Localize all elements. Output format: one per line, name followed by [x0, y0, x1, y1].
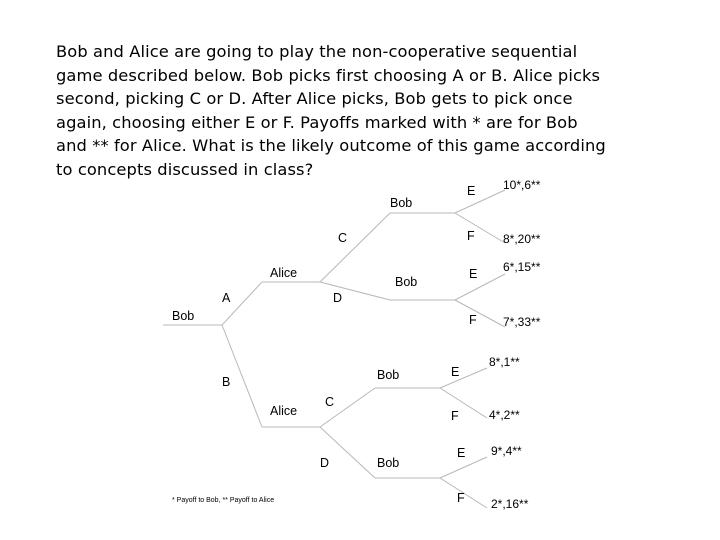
- question-line: to concepts discussed in class?: [56, 159, 314, 179]
- bob-node-2-label: Bob: [395, 275, 418, 289]
- question-line: again, choosing either E or F. Payoffs marked with * are for Bob: [56, 112, 578, 132]
- edge-bob2-e: [455, 274, 505, 300]
- move-c-bottom-label: C: [325, 395, 335, 409]
- payoff-label: 2*,16**: [491, 497, 529, 511]
- edge-bob1-e: [455, 190, 505, 213]
- root-bob-label: Bob: [172, 309, 195, 323]
- payoff-label: 10*,6**: [503, 178, 541, 192]
- edge-d-top: [320, 282, 390, 300]
- move-e-4-label: E: [457, 446, 466, 460]
- question-line: Bob and Alice are going to play the non-cooperative sequential: [56, 42, 578, 61]
- payoff-label: 9*,4**: [491, 444, 522, 458]
- move-f-3-label: F: [451, 409, 459, 423]
- payoff-label: 8*,1**: [489, 355, 520, 369]
- move-d-top-label: D: [333, 291, 343, 305]
- move-e-1-label: E: [467, 184, 476, 198]
- move-f-1-label: F: [467, 229, 475, 243]
- payoff-label: 6*,15**: [503, 260, 541, 274]
- tree-edges: [163, 190, 505, 508]
- payoff-footnote: * Payoff to Bob, ** Payoff to Alice: [172, 497, 275, 504]
- payoff-label: 4*,2**: [489, 408, 520, 422]
- bob-node-3-label: Bob: [377, 368, 400, 382]
- edge-bob4-e: [440, 457, 487, 478]
- question-line: and ** for Alice. What is the likely outcome of this game according: [56, 136, 606, 155]
- edge-bob2-f: [455, 300, 505, 327]
- edge-bob3-f: [440, 388, 487, 418]
- edge-c-top: [320, 213, 390, 282]
- payoff-label: 7*,33**: [503, 315, 541, 329]
- move-f-4-label: F: [457, 491, 465, 505]
- question-line: game described below. Bob picks first choosing A or B. Alice picks: [56, 65, 601, 85]
- move-f-2-label: F: [469, 313, 477, 327]
- move-d-bottom-label: D: [320, 456, 330, 470]
- bob-node-4-label: Bob: [377, 456, 400, 470]
- move-c-top-label: C: [338, 231, 348, 245]
- edge-bob3-e: [440, 368, 487, 388]
- question-line: second, picking C or D. After Alice picks, Bob gets to pick once: [56, 89, 573, 108]
- move-e-2-label: E: [469, 267, 478, 281]
- move-e-3-label: E: [451, 365, 460, 379]
- move-a-label: A: [222, 291, 231, 305]
- move-b-label: B: [222, 375, 231, 389]
- bob-node-1-label: Bob: [390, 196, 413, 210]
- alice-bottom-label: Alice: [270, 404, 298, 418]
- alice-top-label: Alice: [270, 266, 298, 280]
- payoff-label: 8*,20**: [503, 232, 541, 246]
- edge-d-bottom: [320, 427, 375, 478]
- edge-bob1-f: [455, 213, 505, 243]
